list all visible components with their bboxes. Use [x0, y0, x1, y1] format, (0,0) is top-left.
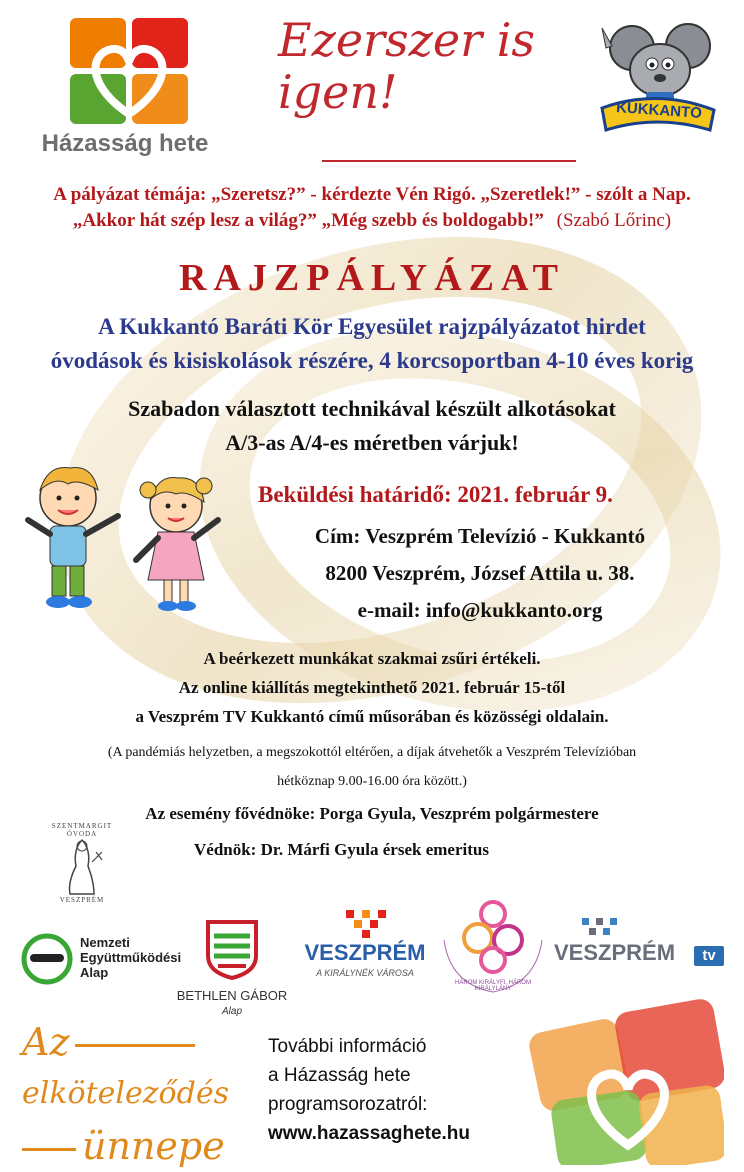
footer-script-line1: Az [22, 1016, 242, 1068]
intro-line4: A/3-as A/4-es méretben várjuk! [225, 430, 519, 455]
veszprem-text: VESZPRÉM [304, 940, 426, 965]
intro-text [0, 310, 744, 378]
slogan-line1: Ezerszer is [278, 13, 536, 67]
harom-kiraly-text: HÁROM KIRÁLYFI, HÁROM KIRÁLYLÁNY [455, 980, 531, 992]
info-line1: A beérkezett munkákat szakmai zsűri értékeli. [203, 649, 541, 668]
info-line2: Az online kiállítás megtekinthető 2021. február 15-től [178, 678, 566, 697]
slogan-underline [322, 160, 576, 162]
corner-decoration [524, 985, 724, 1165]
footer-script [22, 1016, 242, 1172]
patrons-line2: Védnök: Dr. Márfi Gyula érsek emeritus [194, 840, 489, 859]
info-block [0, 644, 744, 731]
nea-line1: Nemzeti [80, 935, 130, 950]
nea-logo [20, 932, 190, 986]
bethlen-sub: Alap [221, 1006, 242, 1017]
heart-squares-icon [70, 18, 200, 128]
deadline: Beküldési határidő: 2021. február 9. [258, 482, 613, 507]
bethlen-shield-icon [204, 918, 260, 980]
nea-circle-icon [20, 932, 74, 986]
veszprem-tv-text: VESZPRÉM [554, 940, 676, 965]
children-icon [8, 460, 233, 620]
logo-text: Házasság hete [41, 130, 209, 157]
address-line1: Cím: Veszprém Televízió - Kukkantó [314, 524, 646, 548]
theme-author: (Szabó Lőrinc) [556, 210, 672, 231]
theme-line2 [0, 208, 744, 234]
website-link[interactable]: www.hazassaghete.hu [268, 1123, 471, 1144]
address-block [260, 518, 700, 629]
seal-text-top: SZENTMARGIT ÓVODA [51, 822, 113, 838]
intro-line2: óvodások és kisiskolások részére, 4 korcsoportban 4-10 éves korig [50, 348, 694, 373]
slogan [278, 14, 578, 118]
theme-quote: „Akkor hát szép lesz a világ?” „Még szebb és boldogabb!” [72, 210, 544, 231]
szentmargit-ovoda-seal [36, 822, 128, 906]
intro-technique [0, 392, 744, 460]
bethlen-text: BETHLEN GÁBOR [176, 988, 288, 1003]
nea-line2: Együttműködési [80, 950, 182, 965]
kukkanto-mascot [592, 18, 722, 148]
mascot-text: KUKKANTÓ [615, 99, 703, 122]
veszprem-crown-icon [336, 908, 396, 938]
seal-text-bottom: VESZPRÉM [59, 896, 105, 904]
address-email[interactable]: e-mail: info@kukkanto.org [357, 598, 603, 622]
page-title: RAJZPÁLYÁZAT [179, 257, 565, 299]
bethlen-gabor-logo [172, 918, 292, 1028]
theme-line1: A pályázat témája: „Szeretsz?” - kérdezte Vén Rigó. „Szeretlek!” - szólt a Nap. [53, 184, 691, 205]
info-line3: a Veszprém TV Kukkantó című műsorában és közösségi oldalain. [135, 707, 609, 726]
veszprem-tv-logo [554, 916, 734, 976]
harom-kiraly-logo [440, 900, 546, 996]
info-note2: hétköznap 9.00-16.00 óra között.) [277, 774, 467, 789]
veszprem-tv-crown-icon [576, 916, 626, 940]
hazassag-hete-logo [20, 14, 230, 164]
children-illustration [8, 460, 233, 620]
intro-line3: Szabadon választott technikával készült alkotásokat [128, 396, 616, 421]
intro-line1: A Kukkantó Baráti Kör Egyesület rajzpályázatot hirdet [98, 314, 646, 339]
footer-script-line3: ünnepe [22, 1120, 242, 1172]
footer-script-line2: elköteleződés [22, 1076, 229, 1111]
more-info-line3: programsorozatról: [268, 1094, 428, 1115]
slogan-line2: igen! [278, 65, 398, 119]
theme-text [0, 182, 744, 234]
more-info-line1: További információ [268, 1036, 427, 1057]
more-info [268, 1032, 528, 1148]
tv-badge: tv [694, 946, 724, 966]
veszprem-sub: A KIRÁLYNÉK VÁROSA [316, 968, 414, 978]
more-info-line2: a Házasság hete [268, 1065, 411, 1086]
nea-text [80, 935, 181, 980]
mascot-mouse-icon [592, 18, 722, 148]
info-note [0, 738, 744, 796]
patrons-line1: Az esemény fővédnöke: Porga Gyula, Veszprém polgármestere [145, 804, 599, 823]
veszprem-city-logo [296, 908, 434, 988]
address-line2: 8200 Veszprém, József Attila u. 38. [325, 561, 635, 585]
nea-line3: Alap [80, 965, 109, 980]
info-note1: (A pandémiás helyzetben, a megszokottól eltérően, a díjak átvehetők a Veszprém Televízióban [107, 745, 637, 760]
